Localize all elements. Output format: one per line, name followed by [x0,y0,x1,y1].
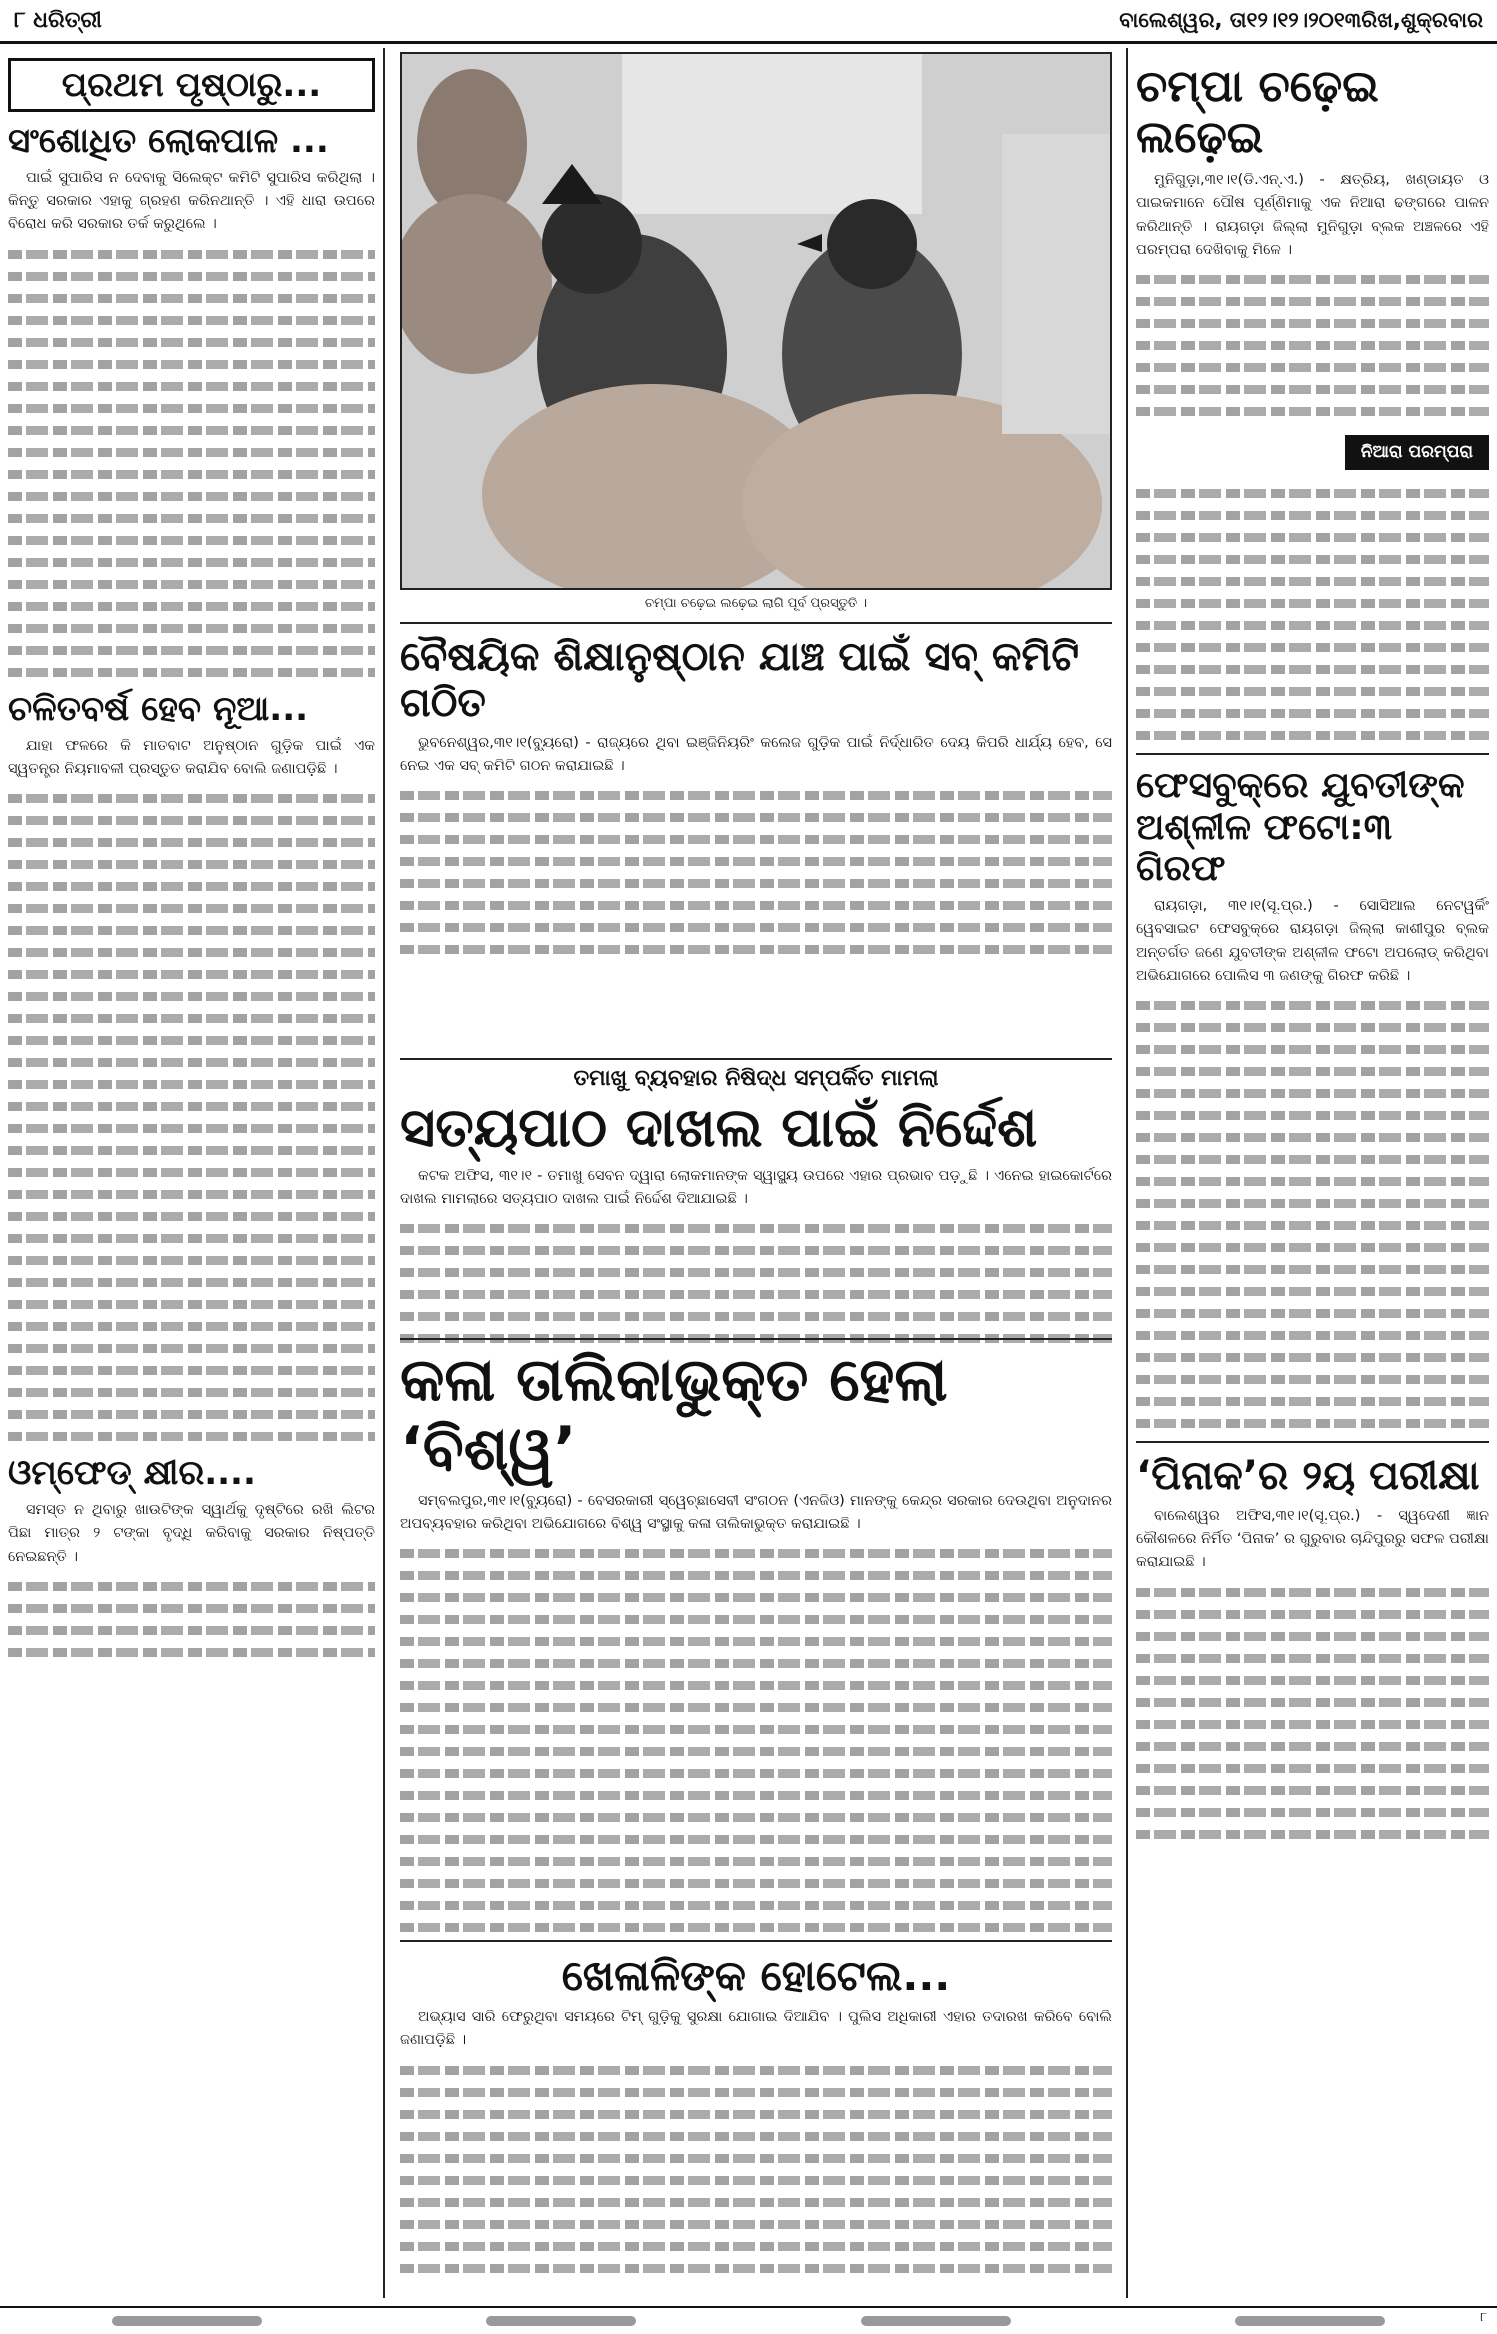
blacklist-paragraph: ସମ୍ବଲପୁର,୩୧।୧(ବ୍ୟୁରୋ) - ବେସରକାରୀ ସ୍ୱେଚ୍ଛାସେବୀ ସଂଗଠନ (ଏନଜିଓ) ମାନଙ୍କୁ କେନ୍ଦ୍ର ସରକାର ଦେଉଥିବା ଅନୁଦାନର ଅପବ୍ୟବହାର କରିଥିବା ଅଭିଯୋଗରେ ବିଶ୍ୱ ସଂସ୍ଥାକୁ କଳା ତାଲିକାଭୁକ୍ତ କରାଯାଇଛି । [400,1493,1112,1533]
bird-fight-article [1136,169,1489,740]
text-line [1136,1632,1489,1641]
text-line [8,904,375,913]
text-line [8,816,375,825]
hotel-article [400,2006,1112,2272]
text-line [8,838,375,847]
text-line [400,1813,1112,1822]
text-line [1136,1309,1489,1318]
text-line [1136,1045,1489,1054]
lokpal-article [8,167,375,677]
text-line [8,1366,375,1375]
text-line [1136,1610,1489,1619]
text-line [1136,489,1489,498]
new-year-paragraph: ଯାହା ଫଳରେ କି ମାତବାଟ ଅନୁଷ୍ଠାନ ଗୁଡ଼ିକ ପାଇଁ ଏକ ସ୍ୱତନ୍ତ୍ର ନିୟମାବଳୀ ପ୍ରସ୍ତୁତ କରାଯିବ ବୋଲି ଜଣାପଡ଼ିଛି । [8,737,375,777]
text-line [400,2154,1112,2163]
tobacco-section [400,1058,1112,1356]
bird-fight-paragraph: ମୁନିଗୁଡ଼ା,୩୧।୧(ଡି.ଏନ୍.ଏ.) - କ୍ଷତ୍ରିୟ, ଖଣ୍ଡାୟତ ଓ ପାଇକମାନେ ପୌଷ ପୂର୍ଣ୍ଣିମାକୁ ଏକ ନିଆରା ଢଙ୍ଗରେ ପାଳନ କରିଥାନ୍ତି । ରାୟଗଡ଼ା ଜିଲ୍ଲା ମୁନିଗୁଡ଼ା ବ୍ଲକ ଅଞ୍ଚଳରେ ଏହି ପରମ୍ପରା ଦେଖିବାକୁ ମିଳେ । [1136,172,1489,258]
text-line [1136,1177,1489,1186]
text-line [400,901,1112,910]
text-line [1136,385,1489,394]
text-line [1136,643,1489,652]
text-line [400,923,1112,932]
hotel-section [400,1940,1112,2286]
text-line [1136,1001,1489,1010]
text-line [1136,1353,1489,1362]
omfed-article [8,1499,375,1657]
text-line [8,1124,375,1133]
text-line [400,2066,1112,2075]
text-line [1136,319,1489,328]
blacklist-section [400,1338,1112,1945]
text-line [1136,1698,1489,1707]
text-line [1136,1419,1489,1428]
lokpal-paragraph: ପାଇଁ ସୁପାରିସ ନ ଦେବାକୁ ସିଲେକ୍ଟ କମିଟି ସୁପାରିସ କରିଥିଲା । କିନ୍ତୁ ସରକାର ଏହାକୁ ଗ୍ରହଣ କରିନଥାନ୍ତି । ଏହି ଧାରା ଉପରେ ବିରୋଧ କରି ସରକାର ତର୍କ କରୁଥିଲେ । [8,170,375,233]
text-line [400,2088,1112,2097]
text-line [1136,1397,1489,1406]
text-line [1136,1588,1489,1597]
text-line [8,360,375,369]
date-line: ବାଲେଶ୍ୱର, ତା୧୨।୧୨।୨୦୧୩ରିଖ,ଶୁକ୍ରବାର [1119,8,1483,32]
registration-mark [486,2316,636,2326]
pinaka-paragraph: ବାଲେଶ୍ୱର ଅଫିସ,୩୧।୧(ସୂ.ପ୍ର.) - ସ୍ୱଦେଶୀ ଜ୍ଞାନ କୌଶଳରେ ନିର୍ମିତ ‘ପିନାକ’ ର ଗୁରୁବାର ଚାନ୍ଦିପୁରରୁ ସଫଳ ପରୀକ୍ଷା କରାଯାଇଛି । [1136,1508,1489,1571]
text-line [8,992,375,1001]
text-line [1136,1375,1489,1384]
text-line [8,1278,375,1287]
text-line [1136,1331,1489,1340]
text-line [1136,1023,1489,1032]
tobacco-kicker: ତମାଖୁ ବ୍ୟବହାର ନିଷିଦ୍ଧ ସମ୍ପର୍କିତ ମାମଲା [573,1066,939,1091]
text-line [8,338,375,347]
text-line [1136,1764,1489,1773]
text-line [8,1322,375,1331]
text-line [8,404,375,413]
text-line [1136,407,1489,416]
text-line [400,1901,1112,1910]
text-line [1136,621,1489,630]
text-line [1136,363,1489,372]
tech-institute-article [400,732,1112,954]
text-line [8,948,375,957]
text-line [1136,1111,1489,1120]
photo-caption: ଚମ୍ପା ଚଢ଼େଇ ଲଢ଼େଇ ଲାଗି ପୂର୍ବ ପ୍ରସ୍ତୁତି । [644,596,868,611]
tobacco-paragraph: କଟକ ଅଫିସ, ୩୧।୧ - ତମାଖୁ ସେବନ ଦ୍ୱାରା ଲୋକମାନଙ୍କ ସ୍ୱାସ୍ଥ୍ୟ ଉପରେ ଏହାର ପ୍ରଭାବ ପଡ଼ୁଛି । ଏନେଇ ହାଇକୋର୍ଟରେ ଦାଖଲ ମାମଲାରେ ସତ୍ୟପାଠ ଦାଖଲ ପାଇଁ ନିର୍ଦ୍ଦେଶ ଦିଆଯାଇଛି । [400,1168,1112,1208]
text-line [400,791,1112,800]
text-line [8,1626,375,1635]
text-line [8,294,375,303]
text-line [8,1582,375,1591]
text-line [1136,1808,1489,1817]
text-line [8,1300,375,1309]
text-line [400,1268,1112,1277]
text-line [8,1058,375,1067]
text-line [1136,1221,1489,1230]
text-line [8,1604,375,1613]
omfed-headline: ଓମ୍‌ଫେଡ୍ କ୍ଷୀର.... [8,1453,256,1494]
text-line [8,250,375,259]
registration-mark [1235,2316,1385,2326]
text-line [8,558,375,567]
text-line [1136,533,1489,542]
text-line [8,1256,375,1265]
birds-photo [400,52,1112,590]
left-column [0,48,385,2298]
text-line [400,1549,1112,1558]
text-line [400,1835,1112,1844]
text-line [400,2220,1112,2229]
text-line [400,1703,1112,1712]
text-line [400,857,1112,866]
text-line [8,602,375,611]
text-line [1136,1243,1489,1252]
page-label: ୮ ଧରିତ୍ରୀ [14,8,102,33]
text-line [8,1168,375,1177]
text-line [8,536,375,545]
text-line [8,426,375,435]
new-year-headline: ଚଳିତବର୍ଷ ହେବ ନୂଆ... [8,688,309,729]
blacklist-article [400,1490,1112,1932]
text-line [400,1747,1112,1756]
text-line [1136,709,1489,718]
text-line [400,2264,1112,2273]
lokpal-headline: ସଂଶୋଧିତ ଲୋକପାଳ ... [8,121,329,161]
left-box-heading: ପ୍ରଥମ ପୃଷ୍ଠାରୁ... [8,58,375,112]
text-line [400,1923,1112,1932]
text-line [400,813,1112,822]
text-line [8,580,375,589]
text-line [400,1224,1112,1233]
text-line [400,1290,1112,1299]
text-line [400,2110,1112,2119]
text-line [400,879,1112,888]
text-line [8,470,375,479]
text-line [8,1190,375,1199]
text-line [1136,687,1489,696]
text-line [8,272,375,281]
text-line [1136,577,1489,586]
tradition-badge: ନିଆରା ପରମ୍ପରା [1345,435,1489,470]
text-line [8,492,375,501]
text-line [1136,1133,1489,1142]
text-line [400,1681,1112,1690]
text-line [400,835,1112,844]
new-year-article [8,735,375,1441]
text-line [400,1857,1112,1866]
text-line [8,646,375,655]
page-header [0,0,1497,44]
text-line [400,1659,1112,1668]
text-line [8,794,375,803]
omfed-paragraph: ସମସ୍ତ ନ ଥିବାରୁ ଖାଉଟିଙ୍କ ସ୍ୱାର୍ଥକୁ ଦୃଷ୍ଟିରେ ରଖି ଲିଟର ପିଛା ମାତ୍ର ୨ ଟଙ୍କା ବୃଦ୍ଧି କରିବାକୁ ସରକାର ନିଷ୍ପତ୍ତି ନେଇଛନ୍ତି । [8,1502,375,1565]
right-column [1126,48,1497,2298]
text-line [400,1725,1112,1734]
text-line [400,1312,1112,1321]
text-line [1136,1720,1489,1729]
text-line [400,1879,1112,1888]
text-line [400,2198,1112,2207]
text-line [8,1648,375,1657]
text-line [1136,1786,1489,1795]
text-line [1136,1265,1489,1274]
text-line [400,1571,1112,1580]
text-line [8,1388,375,1397]
text-line [400,2176,1112,2185]
text-line [8,668,375,677]
facebook-paragraph: ରାୟଗଡ଼ା, ୩୧।୧(ସୂ.ପ୍ର.) - ସୋସିଆଲ ନେଟୱର୍କିଂ ୱେବସାଇଟ ଫେସବୁକ୍‌ରେ ରାୟଗଡ଼ା ଜିଲ୍ଲା କାଶୀପୁର ବ୍ଲକ ଅନ୍ତର୍ଗତ ଜଣେ ଯୁବତୀଙ୍କ ଅଶ୍ଳୀଳ ଫଟୋ ଅପଲୋଡ୍ କରିଥିବା ଅଭିଯୋଗରେ ପୋଲିସ ୩ ଜଣଙ୍କୁ ଗିରଫ କରିଛି । [1136,898,1489,984]
middle-column [392,48,1120,2298]
text-line [400,2132,1112,2141]
text-line [8,514,375,523]
text-line [8,970,375,979]
text-line [1136,1067,1489,1076]
text-line [1136,1676,1489,1685]
text-line [8,1410,375,1419]
text-line [8,1036,375,1045]
text-line [400,945,1112,954]
text-line [1136,599,1489,608]
text-line [8,1014,375,1023]
text-line [8,1432,375,1441]
text-line [8,1212,375,1221]
text-line [400,1637,1112,1646]
text-line [1136,275,1489,284]
text-line [8,1080,375,1089]
tech-institute-headline: ବୈଷୟିକ ଶିକ୍ଷାନୁଷ୍ଠାନ ଯାଞ୍ଚ ପାଇଁ ସବ୍ କମିଟି ଗଠିତ [400,634,1080,726]
bird-illustration [402,54,1112,590]
text-line [400,2242,1112,2251]
text-line [1136,1742,1489,1751]
page-number: ୮ [1480,2310,1487,2325]
text-line [8,1102,375,1111]
text-line [1136,555,1489,564]
text-line [400,1791,1112,1800]
tech-institute-section [400,622,1112,967]
text-line [8,1344,375,1353]
text-line [1136,1830,1489,1839]
registration-mark [112,2316,262,2326]
text-line [1136,731,1489,740]
text-line [8,860,375,869]
print-registration-strip [0,2306,1497,2334]
text-line [400,1246,1112,1255]
text-line [8,926,375,935]
text-line [8,882,375,891]
text-line [1136,1654,1489,1663]
text-line [8,624,375,633]
text-line [8,1234,375,1243]
facebook-article [1136,895,1489,1428]
text-line [8,448,375,457]
text-line [1136,1089,1489,1098]
tech-institute-paragraph: ଭୁବନେଶ୍ୱର,୩୧।୧(ବ୍ୟୁରୋ) - ରାଜ୍ୟରେ ଥିବା ଇଞ୍ଜିନିୟରିଂ କଲେଜ ଗୁଡ଼ିକ ପାଇଁ ନିର୍ଦ୍ଧାରିତ ଦେୟ କିପରି ଧାର୍ଯ୍ୟ ହେବ, ସେ ନେଇ ଏକ ସବ୍ କମିଟି ଗଠନ କରାଯାଇଛି । [400,735,1112,775]
facebook-headline: ଫେସବୁକ୍‌ରେ ଯୁବତୀଙ୍କ ଅଶ୍ଳୀଳ ଫଟୋ:୩ ଗିରଫ [1136,765,1465,889]
registration-mark [861,2316,1011,2326]
text-line [1136,665,1489,674]
tobacco-article [400,1165,1112,1343]
bird-fight-headline: ଚମ୍ପା ଚଢ଼େଇ ଲଢ଼େଇ [1136,61,1379,163]
text-line [400,1593,1112,1602]
text-line [1136,1155,1489,1164]
text-line [1136,341,1489,350]
text-line [1136,1287,1489,1296]
text-line [1136,1199,1489,1208]
blacklist-headline: କଳା ତାଲିକାଭୁକ୍ତ ହେଲା ‘ବିଶ୍ୱ’ [400,1345,948,1484]
text-line [1136,297,1489,306]
text-line [8,316,375,325]
text-line [1136,511,1489,520]
text-line [400,1615,1112,1624]
text-line [8,382,375,391]
hotel-headline: ଖେଳାଳିଙ୍କ ହୋଟେଲ... [561,1951,951,2000]
hotel-paragraph: ଅଭ୍ୟାସ ସାରି ଫେରୁଥିବା ସମୟରେ ଟିମ୍ ଗୁଡ଼ିକୁ ସୁରକ୍ଷା ଯୋଗାଇ ଦିଆଯିବ । ପୁଲିସ ଅଧିକାରୀ ଏହାର ତଦାରଖ କରିବେ ବୋଲି ଜଣାପଡ଼ିଛି । [400,2009,1112,2049]
text-line [8,1146,375,1155]
text-line [400,1769,1112,1778]
pinaka-article [1136,1505,1489,1839]
tobacco-headline: ସତ୍ୟପାଠ ଦାଖଲ ପାଇଁ ନିର୍ଦ୍ଦେଶ [400,1096,1038,1159]
pinaka-headline: ‘ପିନାକ’ର ୨ୟ ପରୀକ୍ଷା [1136,1453,1480,1500]
